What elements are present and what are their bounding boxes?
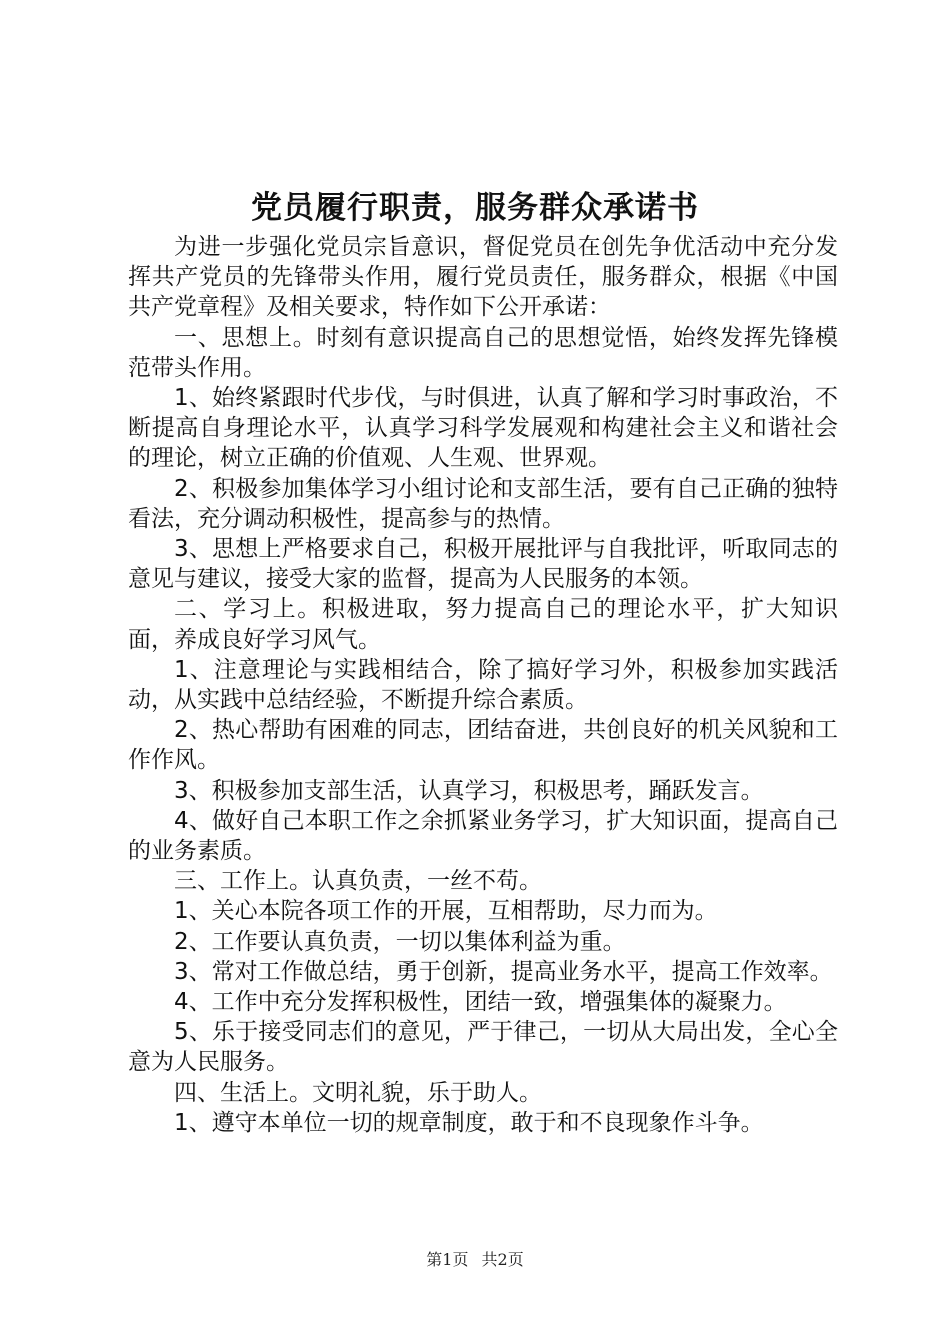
list-item: 3、思想上严格要求自己，积极开展批评与自我批评，听取同志的意见与建议，接受大家的监督，提高为人民服务的本领。 [128,536,838,593]
list-item: 1、关心本院各项工作的开展，互相帮助，尽力而为。 [174,898,718,925]
section-heading-paragraph [128,323,838,383]
section-heading: 一、思想上。 [174,324,317,351]
list-item: 3、常对工作做总结，勇于创新，提高业务水平，提高工作效率。 [174,958,833,985]
section-heading: 四、生活上。 [174,1079,312,1106]
list-item: 5、乐于接受同志们的意见，严于律己，一切从大局出发，全心全意为人民服务。 [128,1019,838,1076]
list-item: 1、遵守本单位一切的规章制度，敢于和不良现象作斗争。 [174,1109,764,1136]
list-item: 2、积极参加集体学习小组讨论和支部生活，要有自己正确的独特看法，充分调动积极性，提高参与的热情。 [128,475,838,532]
page-total: 共2页 [481,1250,524,1269]
section-note: 认真负责，一丝不苟。 [312,868,542,895]
section-heading-paragraph [128,1078,838,1108]
intro-paragraph: 为进一步强化党员宗旨意识，督促党员在创先争优活动中充分发挥共产党员的先锋带头作用，履行党员责任，服务群众，根据《中国共产党章程》及相关要求，特作如下公开承诺： [128,234,838,321]
list-item: 2、热心帮助有困难的同志，团结奋进，共创良好的机关风貌和工作作风。 [128,717,838,774]
section-note: 积极进取，努力提高自己的理论水平，扩大知识面，养成良好学习风气。 [128,596,839,653]
section-heading-paragraph [128,866,838,896]
list-item: 2、工作要认真负责，一切以集体利益为重。 [174,928,626,955]
section-heading: 三、工作上。 [174,868,312,895]
list-item: 4、做好自己本职工作之余抓紧业务学习，扩大知识面，提高自己的业务素质。 [128,807,838,865]
section-note: 文明礼貌，乐于助人。 [312,1079,542,1106]
page-footer [0,1247,950,1270]
page-number: 第1页 [426,1250,469,1269]
list-item: 4、工作中充分发挥积极性，团结一致，增强集体的凝聚力。 [174,989,787,1016]
document-body [128,232,838,1138]
section-heading-paragraph [128,594,838,654]
list-item: 1、注意理论与实践相结合，除了搞好学习外，积极参加实践活动，从实践中总结经验，不断提升综合素质。 [128,656,838,714]
document-title: 党员履行职责，服务群众承诺书 [251,190,699,226]
list-item: 3、积极参加支部生活，认真学习，积极思考，踊跃发言。 [174,777,764,804]
section-heading: 二、学习上。 [174,596,322,623]
section-note: 时刻有意识提高自己的思想觉悟，始终发挥先锋模范带头作用。 [128,324,839,381]
list-item: 1、始终紧跟时代步伐，与时俱进，认真了解和学习时事政治，不断提高自身理论水平，认真学习科学发展观和构建社会主义和谐社会的理论，树立正确的价值观、人生观、世界观。 [128,385,838,472]
